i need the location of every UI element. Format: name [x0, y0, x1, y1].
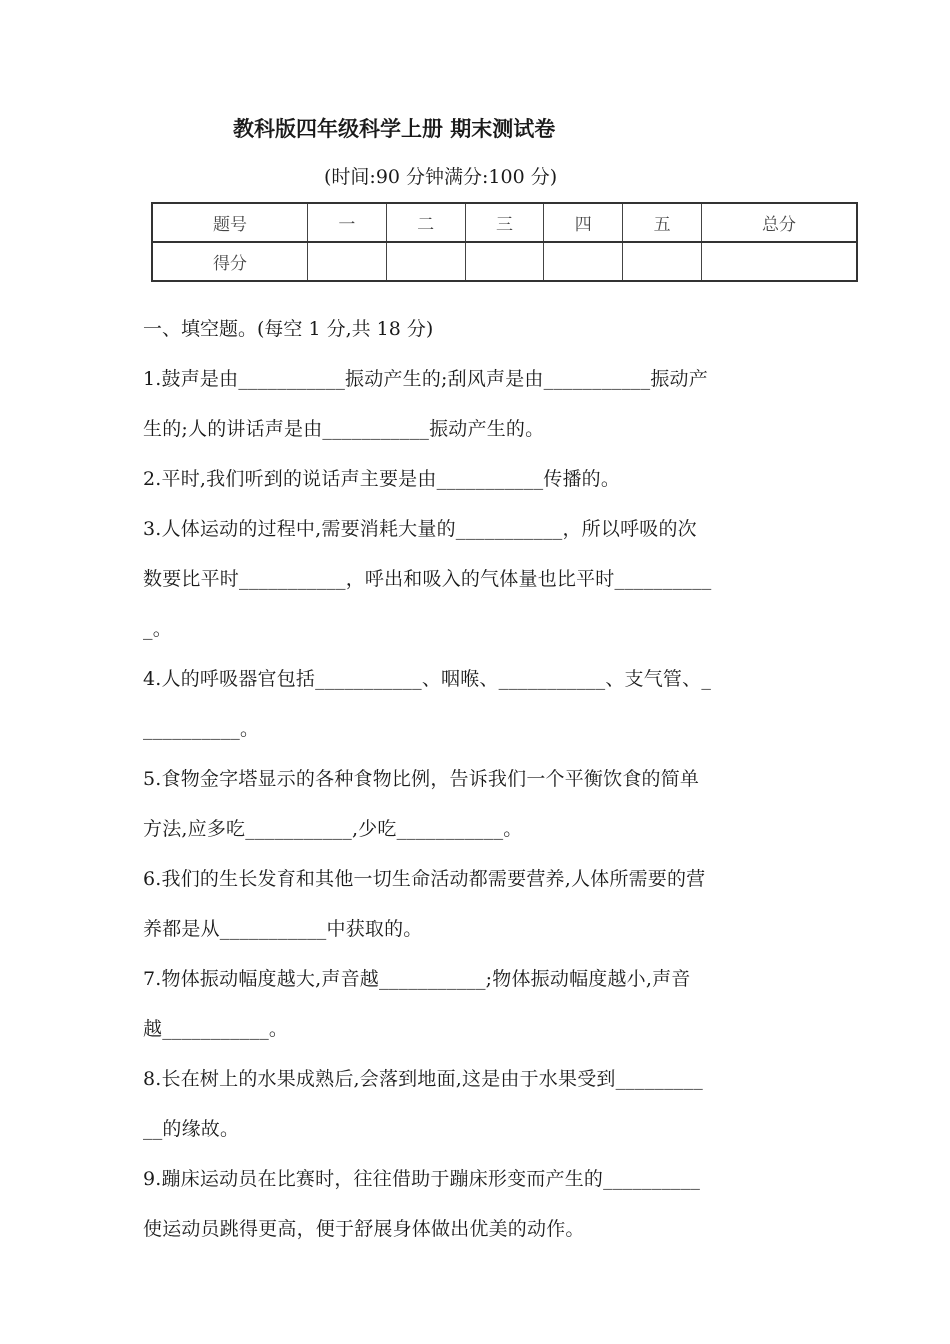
- score-header-cell: 题号: [152, 203, 307, 242]
- question-line: 使运动员跳得更高，便于舒展身体做出优美的动作。: [143, 1218, 585, 1240]
- question-line: 3.人体运动的过程中,需要消耗大量的___________，所以呼吸的次: [143, 518, 697, 540]
- score-header-cell: 总分: [702, 203, 858, 242]
- score-cell[interactable]: [623, 242, 702, 281]
- question-line: 9.蹦床运动员在比赛时，往往借助于蹦床形变而产生的__________: [143, 1168, 701, 1190]
- score-cell[interactable]: [702, 242, 858, 281]
- score-header-cell: 五: [623, 203, 702, 242]
- question-line: 4.人的呼吸器官包括___________、咽喉、___________、支气管、_: [143, 668, 712, 690]
- question-line: __的缘故。: [143, 1118, 240, 1140]
- score-table-score-row: [152, 242, 857, 281]
- question-line: 5.食物金字塔显示的各种食物比例，告诉我们一个平衡饮食的简单: [143, 768, 700, 790]
- question-line: 数要比平时___________，呼出和吸入的气体量也比平时__________: [143, 568, 712, 590]
- score-header-cell: 三: [465, 203, 544, 242]
- score-header-cell: 四: [544, 203, 623, 242]
- score-cell[interactable]: [544, 242, 623, 281]
- question-line: __________。: [143, 718, 260, 740]
- question-line: _。: [143, 618, 172, 640]
- score-cell[interactable]: [465, 242, 544, 281]
- question-line: 6.我们的生长发育和其他一切生命活动都需要营养,人体所需要的营: [143, 868, 706, 890]
- score-table-header-row: [152, 203, 857, 242]
- question-line: 8.长在树上的水果成熟后,会落到地面,这是由于水果受到_________: [143, 1068, 703, 1090]
- question-line: 生的;人的讲话声是由___________振动产生的。: [143, 418, 545, 440]
- page-title: 教科版四年级科学上册 期末测试卷: [233, 117, 556, 141]
- question-line: 1.鼓声是由___________振动产生的;刮风声是由___________振动产: [143, 368, 708, 390]
- score-table: [151, 202, 858, 282]
- question-line: 2.平时,我们听到的说话声主要是由___________传播的。: [143, 468, 621, 490]
- score-cell[interactable]: [307, 242, 386, 281]
- score-cell[interactable]: [386, 242, 465, 281]
- question-line: 越___________。: [143, 1018, 289, 1040]
- question-line: 7.物体振动幅度越大,声音越___________;物体振动幅度越小,声音: [143, 968, 691, 990]
- score-row-label: 得分: [152, 242, 307, 281]
- score-header-cell: 一: [307, 203, 386, 242]
- exam-time-info: (时间:90 分钟满分:100 分): [324, 166, 558, 188]
- question-line: 养都是从___________中获取的。: [143, 918, 423, 940]
- section-heading: 一、填空题。(每空 1 分,共 18 分): [143, 318, 434, 340]
- question-line: 方法,应多吃___________,少吃___________。: [143, 818, 523, 840]
- score-header-cell: 二: [386, 203, 465, 242]
